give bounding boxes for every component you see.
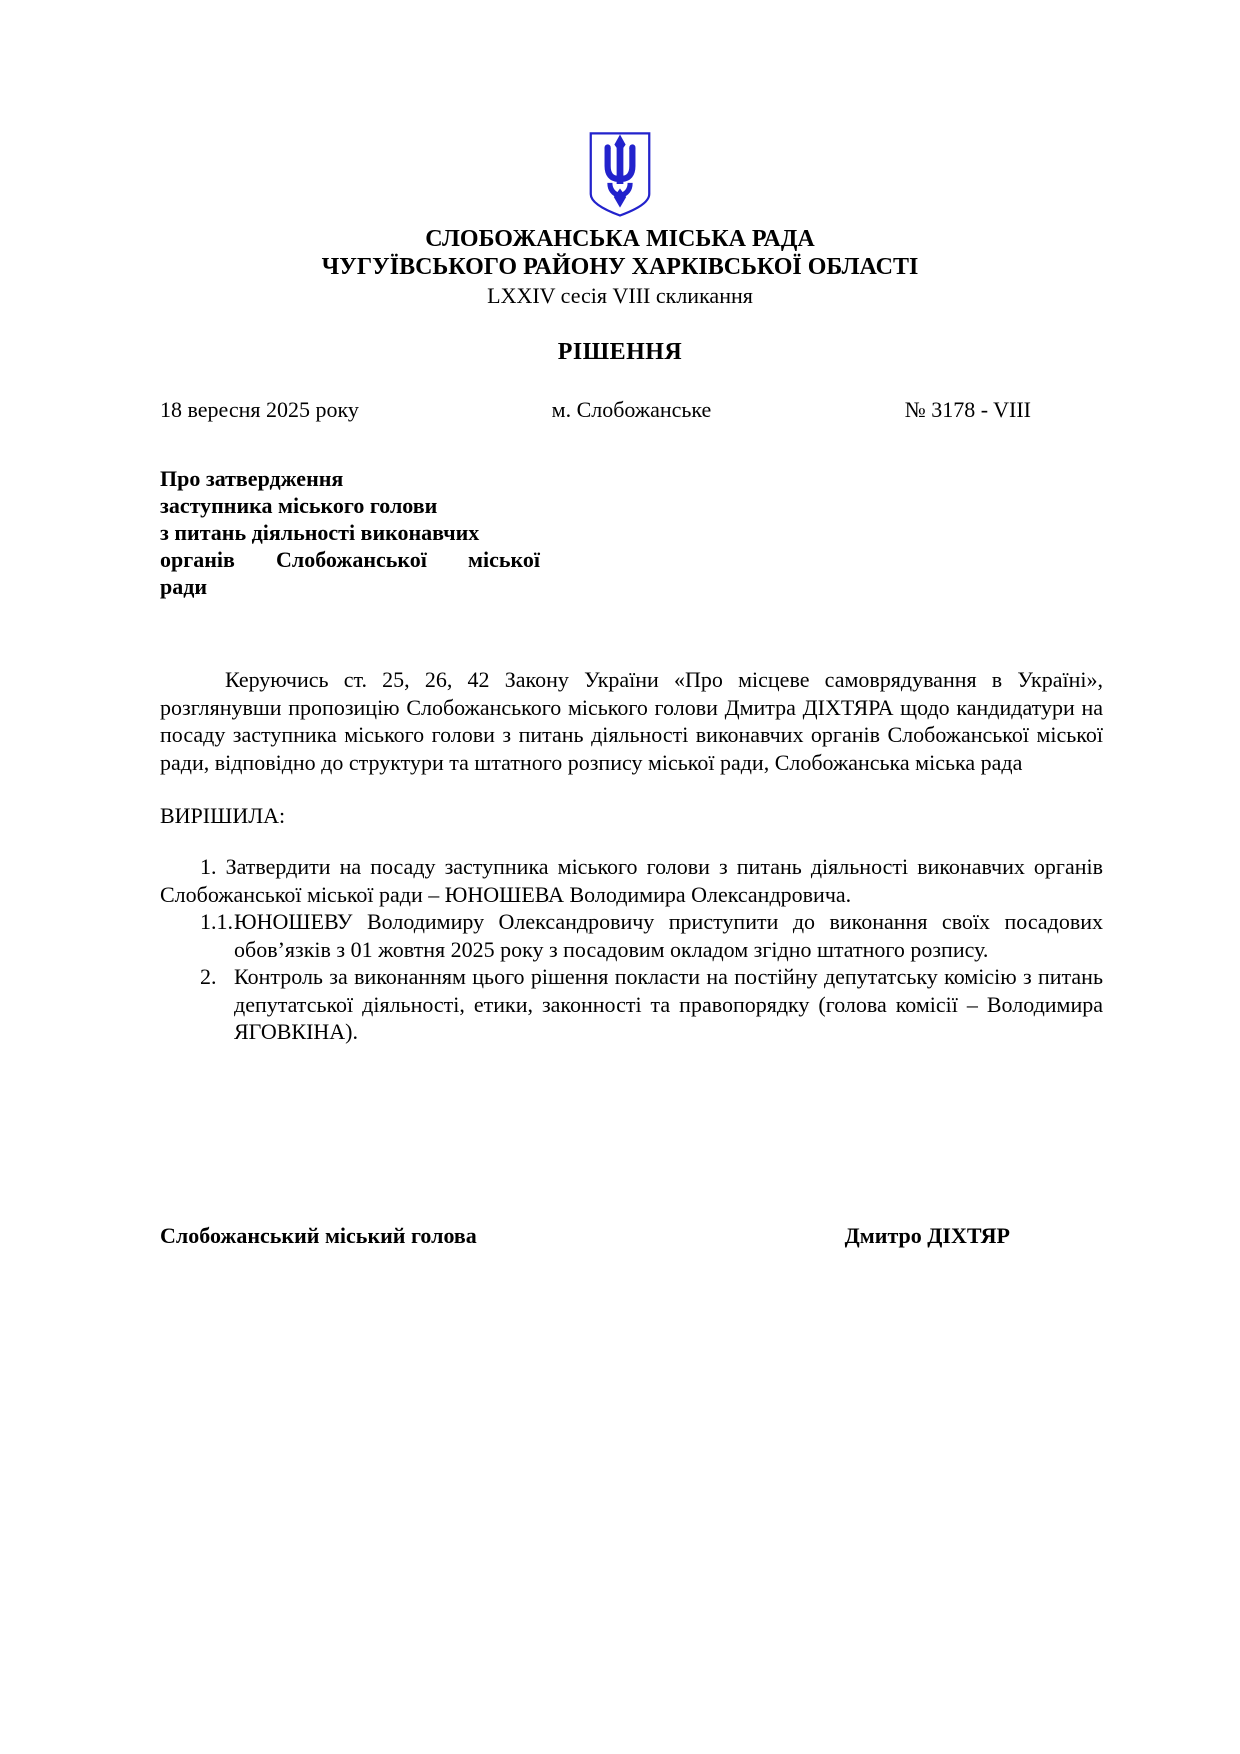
subject-line: з питань діяльності виконавчих <box>160 520 480 545</box>
decision-date: 18 вересня 2025 року <box>160 397 359 422</box>
resolution-item-1: 1. Затвердити на посаду заступника міського голови з питань діяльності виконавчих органів Слобожанської міської ради – ЮНОШЕВА Володимира Олександровича. <box>160 854 1103 907</box>
document-type-title: РІШЕННЯ <box>557 339 683 365</box>
document-header <box>137 225 1103 309</box>
subject-line: Про затвердження <box>160 466 344 491</box>
decision-place: м. Слобожанське <box>551 397 712 422</box>
meta-row <box>160 396 1103 423</box>
ukraine-trident-emblem-icon <box>586 207 654 224</box>
council-name: СЛОБОЖАНСЬКА МІСЬКА РАДА <box>425 226 815 252</box>
decision-number: № 3178 - VIII <box>904 397 1031 422</box>
resolution-item-1-1 <box>200 908 1103 963</box>
item-text: ЮНОШЕВУ Володимиру Олександровичу приступити до виконання своїх посадових обов’язків з 01 жовтня 2025 року з посадовим окладом згідно штатного розпису. <box>234 909 1103 962</box>
signer-position: Слобожанський міський голова <box>160 1222 477 1248</box>
session-info: LXXIV сесія VIII скликання <box>487 283 753 308</box>
district-name: ЧУГУЇВСЬКОГО РАЙОНУ ХАРКІВСЬКОЇ ОБЛАСТІ <box>321 254 919 280</box>
item-marker: 2. <box>200 964 217 989</box>
emblem-container <box>137 130 1103 225</box>
item-text: Контроль за виконанням цього рішення покласти на постійну депутатську комісію з питань депутатської діяльності, етики, законності та правопорядку (голова комісії – Володимира ЯГОВКІНА). <box>234 964 1103 1044</box>
subject-line: заступника міського голови <box>160 493 438 518</box>
subject-line: ради <box>160 574 208 599</box>
resolved-label: ВИРІШИЛА: <box>160 803 286 828</box>
subject-block <box>160 465 540 600</box>
item-marker: 1.1. <box>200 909 233 934</box>
signer-name: Дмитро ДІХТЯР <box>844 1222 1010 1248</box>
resolution-item-2 <box>200 963 1103 1046</box>
signature-row <box>160 1222 1103 1249</box>
preamble-paragraph: Керуючись ст. 25, 26, 42 Закону України «Про місцеве самоврядування в Україні», розглянувши пропозицію Слобожанського міського голови Дмитра ДІХТЯРА щодо кандидатури на посаду заступника міського голови з питань діяльності виконавчих органів Слобожанської міської ради, відповідно до структури та штатного розпису міської ради, Слобожанська міська рада <box>160 667 1103 775</box>
subject-line: органів Слобожанської міської <box>160 547 540 572</box>
